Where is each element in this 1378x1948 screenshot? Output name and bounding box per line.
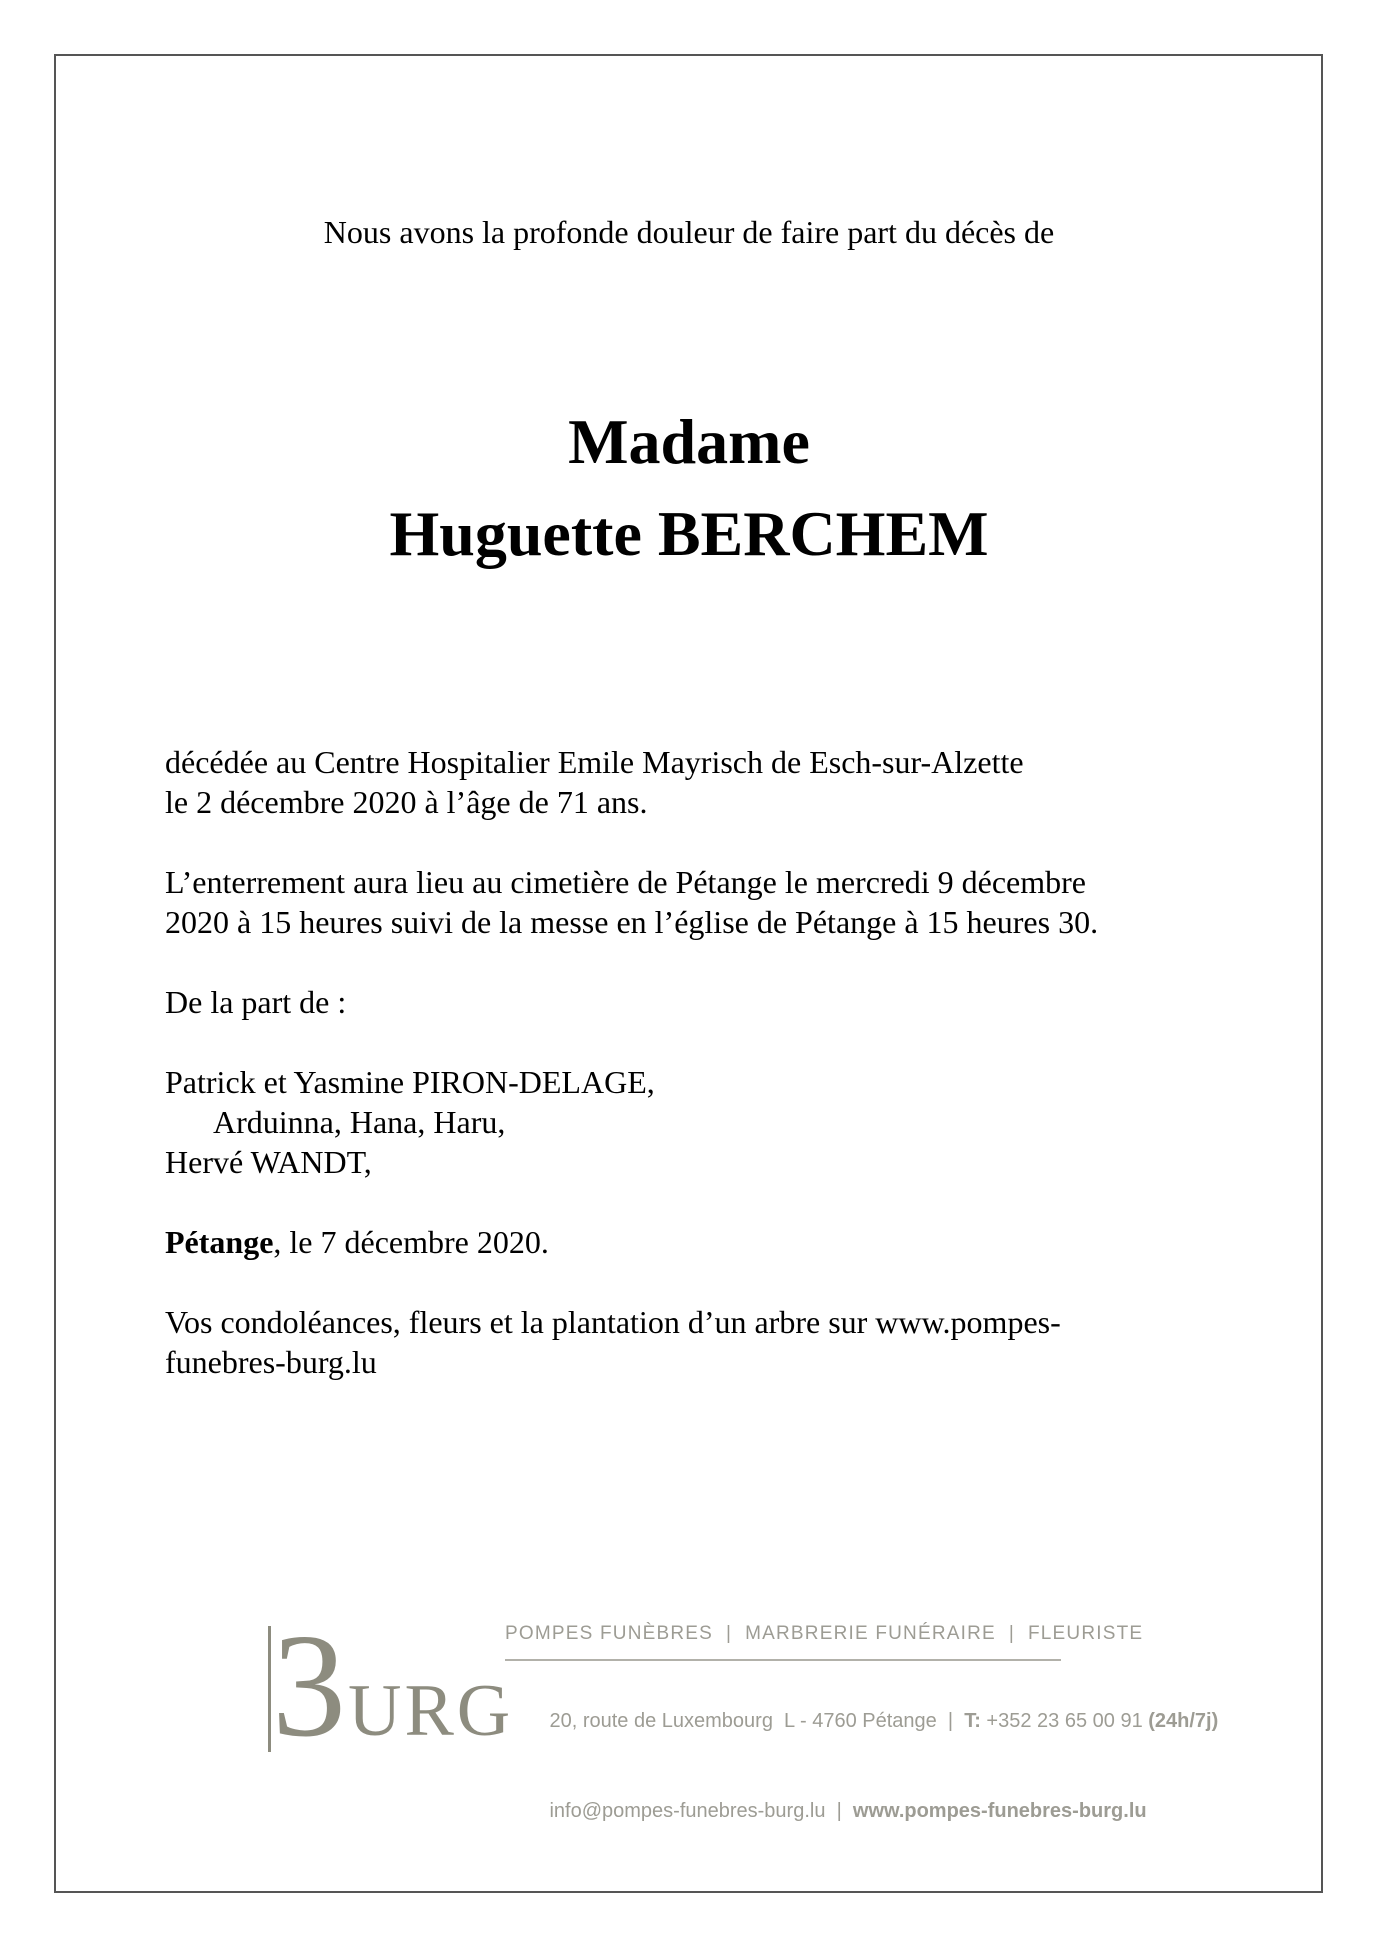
body-line: L’enterrement aura lieu au cimetière de Pétange le mercredi 9 décembre [165,864,1086,900]
paragraph-on-behalf [165,982,1125,1022]
body-line: 2020 à 15 heures suivi de la messe en l’église de Pétange à 15 heures 30. [165,904,1099,940]
address-line [505,1676,1219,1766]
family-member-line: Arduinna, Hana, Haru, [213,1104,506,1140]
body-line: Vos condoléances, fleurs et la plantation d’un arbre sur www.pompes- [165,1304,1061,1340]
body-line: décédée au Centre Hospitalier Emile Mayrisch de Esch-sur-Alzette [165,744,1024,780]
phone-label: T: [964,1710,981,1732]
body-line: De la part de : [165,984,347,1020]
funeral-home-footer [268,1604,1219,1822]
address-text: 20, route de Luxembourg L - 4760 Pétange | [549,1710,965,1732]
footer-info-block [505,1622,1219,1856]
services-line: POMPES FUNÈBRES | MARBRERIE FUNÉRAIRE | FLEURISTE [505,1623,1144,1644]
body-line: funebres-burg.lu [165,1344,377,1380]
phone-number: +352 23 65 00 91 [980,1710,1149,1732]
paragraph-family-list [165,1062,1125,1182]
contact-line [505,1766,1147,1856]
family-member-line: Hervé WANDT, [165,1144,372,1180]
paragraph-death-details [165,742,1125,822]
paragraph-condolences [165,1302,1125,1382]
burg-logo-b-glyph: 3 [272,1604,346,1768]
place-name: Pétange [165,1224,274,1260]
deceased-name: Huguette BERCHEM [389,498,989,569]
opening-hours: (24h/7j) [1148,1710,1219,1732]
email-text: info@pompes-funebres-burg.lu | [549,1800,853,1822]
burg-logo [268,1604,514,1768]
paragraph-date-place [165,1222,1125,1262]
burg-logo-letters: URG [348,1670,514,1752]
deceased-title [0,396,1378,580]
deceased-salutation: Madame [568,406,810,477]
website-text: www.pompes-funebres-burg.lu [852,1800,1147,1822]
family-member-line: Patrick et Yasmine PIRON-DELAGE, [165,1064,655,1100]
footer-divider [505,1659,1061,1661]
paragraph-funeral-details [165,862,1125,942]
announcement-body [165,742,1125,1422]
body-line: le 2 décembre 2020 à l’âge de 71 ans. [165,784,648,820]
date-text: , le 7 décembre 2020. [273,1224,549,1260]
intro-line: Nous avons la profonde douleur de faire part du décès de [323,214,1055,250]
